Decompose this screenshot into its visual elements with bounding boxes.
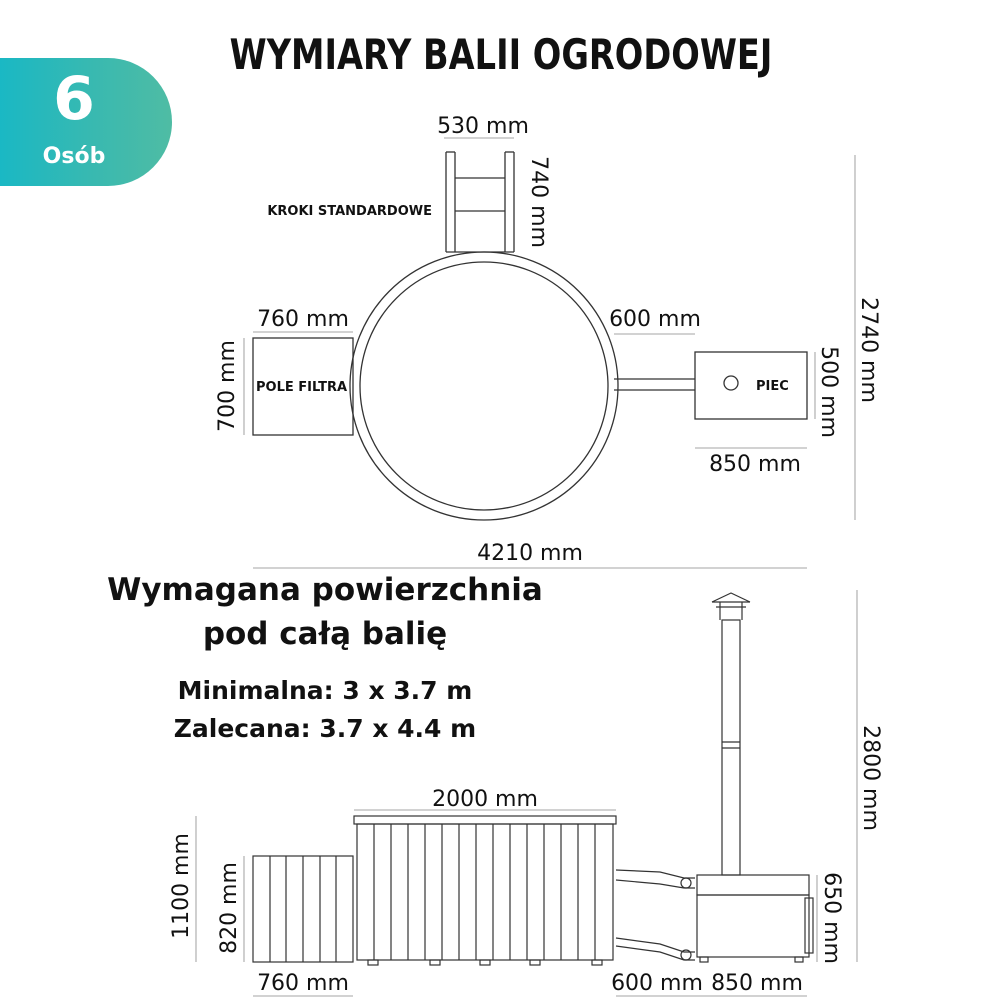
stove-label: PIEC <box>756 379 789 394</box>
stove-height-dim: 500 mm <box>816 346 841 438</box>
stove-chimney-hole <box>724 376 738 390</box>
stove-side <box>697 875 813 962</box>
filter-label: POLE FILTRA <box>256 380 348 395</box>
tub-outer-ring <box>350 252 618 520</box>
steps-width-dim: 530 mm <box>437 114 529 139</box>
top-view-labels <box>215 114 881 566</box>
tub-side <box>354 816 616 965</box>
filter-width-dim: 760 mm <box>257 307 349 332</box>
stove-width-dim: 850 mm <box>709 452 801 477</box>
filter-height-dim: 700 mm <box>215 340 240 432</box>
steps-depth-dim: 740 mm <box>526 156 551 248</box>
stove-height-side-dim: 650 mm <box>819 872 844 964</box>
stove-box <box>695 352 807 419</box>
tub-height-dim: 1100 mm <box>169 833 194 939</box>
area-recommended: Zalecana: 3.7 x 4.4 m <box>173 714 477 743</box>
pipe-length-dim: 600 mm <box>609 307 701 332</box>
persons-count: 6 <box>53 64 95 134</box>
chimney <box>712 593 750 875</box>
filter-height-side-dim: 820 mm <box>217 862 242 954</box>
stove-width-side-dim: 850 mm <box>711 971 803 996</box>
total-height-dim: 2740 mm <box>856 297 881 403</box>
area-minimal: Minimalna: 3 x 3.7 m <box>177 676 473 705</box>
steps-outline <box>446 152 514 252</box>
side-view-labels <box>169 725 883 996</box>
area-heading-line2: pod całą balię <box>202 616 448 652</box>
stove-pipes-side <box>616 870 695 960</box>
total-height-side-dim: 2800 mm <box>858 725 883 831</box>
filter-box-side <box>253 856 353 962</box>
page-title: WYMIARY BALII OGRODOWEJ <box>229 30 773 79</box>
filter-width-side-dim: 760 mm <box>257 971 349 996</box>
area-heading-line1: Wymagana powierzchnia <box>107 572 543 608</box>
steps-label: KROKI STANDARDOWE <box>267 204 432 219</box>
tub-inner-ring <box>360 262 608 510</box>
total-width-dim: 4210 mm <box>477 541 583 566</box>
pipe-length-side-dim: 600 mm <box>611 971 703 996</box>
tub-width-dim: 2000 mm <box>432 787 538 812</box>
persons-label: Osób <box>42 144 106 169</box>
